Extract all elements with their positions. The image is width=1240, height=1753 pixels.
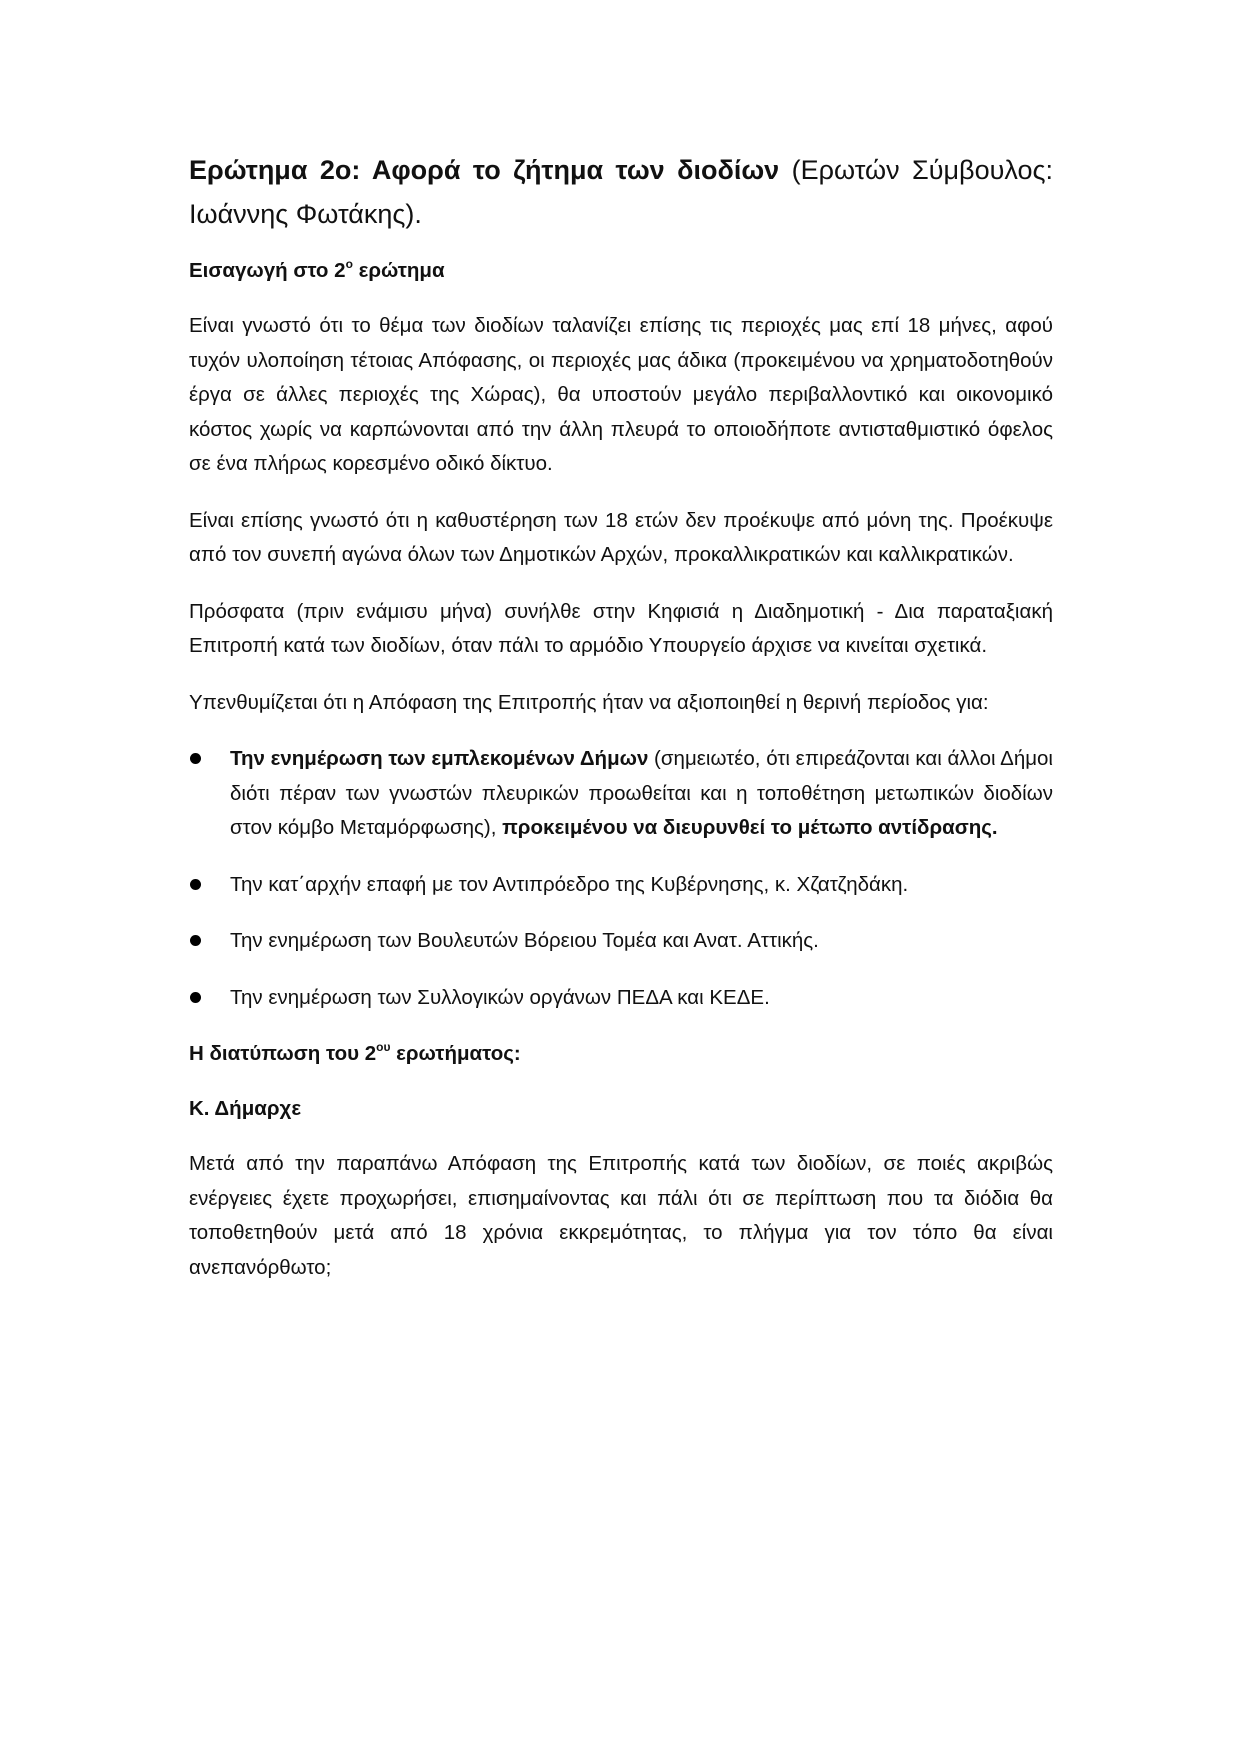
formulation-heading-text-end: ερωτήματος: — [390, 1042, 521, 1065]
paragraph-2: Είναι επίσης γνωστό ότι η καθυστέρηση των 18 ετών δεν προέκυψε από μόνη της. Προέκυψε από τον συνεπή αγώνα όλων των Δημοτικών Αρχών, προκαλλικρατικών και καλλικρατικών. — [189, 508, 1053, 566]
bullet-dot-icon — [190, 935, 201, 946]
question-title — [189, 148, 1053, 236]
bullet-1-bold-lead: Την ενημέρωση των εμπλεκομένων Δήμων — [230, 747, 649, 770]
formulation-heading — [189, 1037, 1053, 1071]
bullet-dot-icon — [190, 992, 201, 1003]
intro-heading-text-end: ερώτημα — [352, 259, 445, 282]
list-item — [189, 868, 1053, 903]
bullet-3-text: Την ενημέρωση των Βουλευτών Βόρειου Τομέα και Ανατ. Αττικής. — [230, 929, 819, 952]
address-heading: Κ. Δήμαρχε — [189, 1097, 302, 1120]
decision-bullet-list — [189, 742, 1053, 1015]
list-item — [189, 742, 1053, 846]
list-item — [189, 981, 1053, 1016]
final-question-paragraph: Μετά από την παραπάνω Απόφαση της Επιτροπής κατά των διοδίων, σε ποιές ακριβώς ενέργειες έχετε προχωρήσει, επισημαίνοντας και πάλι ότι σε περίπτωση που τα διόδια θα τοποθετηθούν μετά από 18 χρόνια εκκρεμότητας, το πλήγμα για τον τόπο θα είναι ανεπανόρθωτο; — [189, 1152, 1053, 1279]
bullet-4-text: Την ενημέρωση των Συλλογικών οργάνων ΠΕΔΑ και ΚΕΔΕ. — [230, 985, 770, 1009]
bullet-dot-icon — [190, 753, 201, 764]
paragraph-1: Είναι γνωστό ότι το θέμα των διοδίων ταλανίζει επίσης τις περιοχές μας επί 18 μήνες, αφού τυχόν υλοποίηση τέτοιας Απόφασης, οι περιοχές μας άδικα (προκειμένου να χρηματοδοτηθούν έργα σε άλλες περιοχές της Χώρας), θα υποστούν μεγάλο περιβαλλοντικό και οικονομικό κόστος χωρίς να καρπώνονται από την άλλη πλευρά το οποιοδήποτε αντισταθμιστικό όφελος σε ένα πλήρως κορεσμένο οδικό δίκτυο. — [189, 314, 1053, 475]
intro-heading-text: Εισαγωγή στο 2 — [189, 259, 346, 282]
bullet-dot-icon — [190, 879, 201, 890]
formulation-heading-text: Η διατύπωση του 2 — [189, 1042, 377, 1065]
list-item — [189, 924, 1053, 959]
paragraph-3: Πρόσφατα (πριν ενάμισυ μήνα) συνήλθε στην Κηφισιά η Διαδημοτική - Δια παραταξιακή Επιτροπή κατά των διοδίων, όταν πάλι το αρμόδιο Υπουργείο άρχισε να κινείται σχετικά. — [189, 599, 1053, 657]
bullet-1-text: (σημειωτέο, ότι επιρεάζονται και άλλοι Δήμοι διότι πέραν των γνωστών πλευρικών προωθείται και η τοποθέτηση μετωπικών διοδίων στον κόμβο Μεταμόρφωσης), — [230, 747, 1053, 839]
formulation-heading-superscript: ου — [376, 1040, 391, 1054]
intro-heading-superscript: ο — [345, 257, 353, 271]
paragraph-4: Υπενθυμίζεται ότι η Απόφαση της Επιτροπής ήταν να αξιοποιηθεί η θερινή περίοδος για: — [189, 690, 989, 714]
question-title-bold: Ερώτημα 2ο: Αφορά το ζήτημα των διοδίων — [189, 155, 780, 185]
intro-heading — [189, 254, 1053, 288]
document-page — [189, 148, 1053, 1307]
bullet-1-bold-tail: προκειμένου να διευρυνθεί το μέτωπο αντίδρασης. — [502, 816, 998, 839]
question-title-author: (Ερωτών Σύμβουλος: Ιωάννης Φωτάκης). — [189, 155, 1053, 229]
bullet-2-text: Την κατ΄αρχήν επαφή με τον Αντιπρόεδρο της Κυβέρνησης, κ. Χζατζηδάκη. — [230, 872, 909, 896]
